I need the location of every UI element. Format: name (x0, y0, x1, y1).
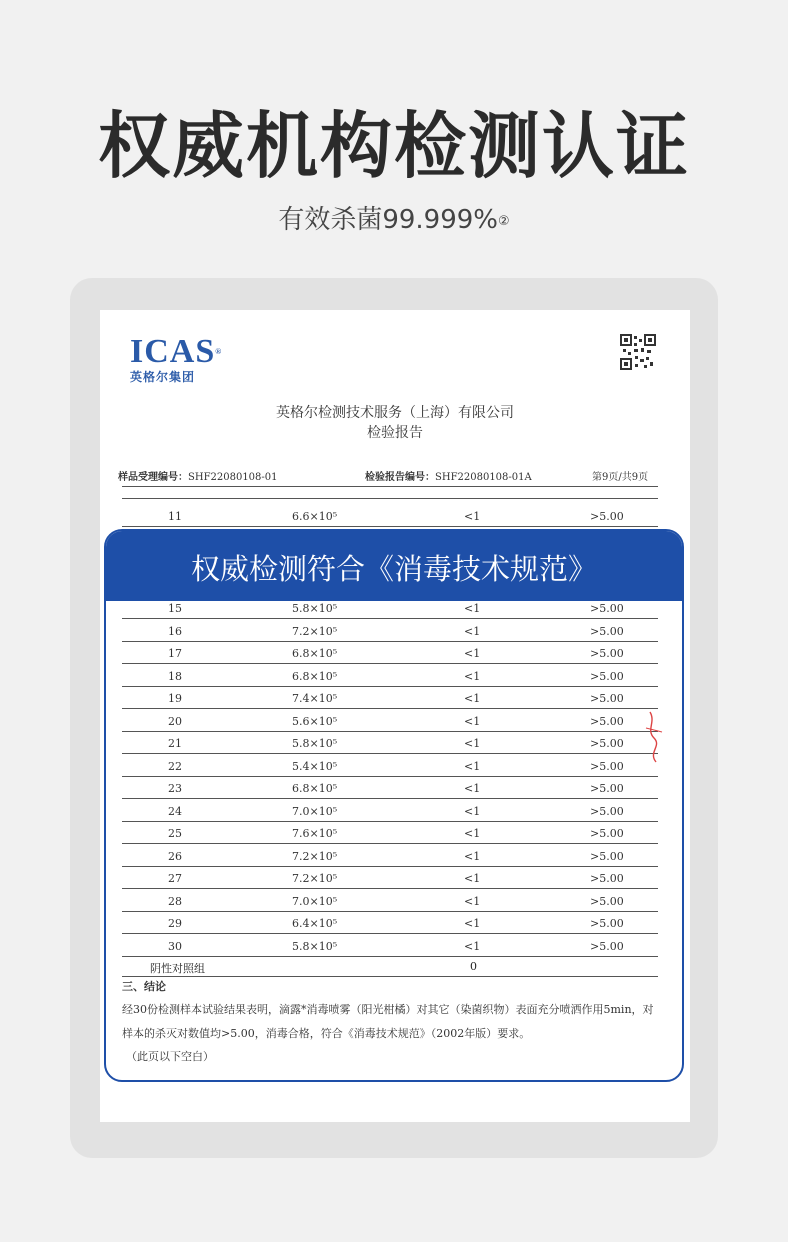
kill-log-cell: >5.00 (590, 894, 624, 908)
page-title: 权威机构检测认证 (97, 104, 690, 188)
table-header-rule (122, 498, 658, 499)
sample-no-cell: 23 (168, 782, 182, 795)
result-count-cell: <1 (464, 510, 481, 523)
kill-log-cell: >5.00 (590, 510, 624, 523)
bacteria-count-cell: 7.6×10⁵ (292, 827, 338, 840)
kill-log-cell: >5.00 (590, 917, 624, 930)
report-number-label: 检验报告编号： (365, 472, 435, 483)
sample-no-cell: 16 (168, 624, 182, 638)
result-count-cell: <1 (464, 602, 481, 615)
report-number-value: SHF22080108-01A (435, 472, 532, 483)
kill-log-cell: >5.00 (590, 737, 624, 750)
sample-no-cell: 22 (168, 759, 182, 773)
bacteria-count-cell: 5.8×10⁵ (292, 602, 338, 615)
result-count-cell: <1 (464, 872, 481, 885)
sample-no-cell: 25 (168, 827, 182, 840)
sample-number (118, 468, 278, 483)
result-count-cell: <1 (464, 804, 481, 818)
sample-no-cell: 29 (168, 917, 182, 930)
kill-log-cell: >5.00 (590, 782, 624, 795)
result-count-cell: <1 (464, 647, 481, 660)
bacteria-count-cell: 7.4×10⁵ (292, 692, 338, 705)
sample-no-cell: 17 (168, 647, 182, 660)
bacteria-count-cell: 6.8×10⁵ (292, 782, 338, 795)
result-count-cell: <1 (464, 849, 481, 863)
kill-log-cell: >5.00 (590, 714, 624, 728)
page-subtitle (0, 200, 788, 240)
kill-log-cell: >5.00 (590, 827, 624, 840)
result-count-cell: <1 (464, 939, 481, 953)
table-top-rule (122, 486, 658, 487)
result-count-cell: <1 (464, 737, 481, 750)
kill-log-cell: >5.00 (590, 939, 624, 953)
bacteria-count-cell: 6.8×10⁵ (292, 647, 338, 660)
registered-mark: ® (215, 347, 223, 356)
result-count-cell: <1 (464, 827, 481, 840)
kill-log-cell: >5.00 (590, 602, 624, 615)
logo-name: ICAS (130, 333, 216, 370)
logo-group: 英格尔集团 (130, 370, 196, 384)
sample-number-label: 样品受理编号： (118, 472, 188, 483)
kill-log-cell: >5.00 (590, 849, 624, 863)
sample-no-cell: 28 (168, 894, 182, 908)
bacteria-count-cell: 5.6×10⁵ (292, 714, 338, 728)
sample-no-cell: 24 (168, 804, 182, 818)
lab-company-name: 英格尔检测技术服务（上海）有限公司 (276, 405, 514, 421)
result-count-cell: <1 (464, 917, 481, 930)
kill-log-cell: >5.00 (590, 647, 624, 660)
kill-log-cell: >5.00 (590, 759, 624, 773)
sample-no-cell: 20 (168, 714, 182, 728)
kill-log-cell: >5.00 (590, 804, 624, 818)
kill-log-cell: >5.00 (590, 872, 624, 885)
bacteria-count-cell: 7.2×10⁵ (292, 872, 338, 885)
sample-number-value: SHF22080108-01 (188, 472, 278, 483)
footnote-mark: ② (498, 214, 510, 229)
qr-code-icon (620, 334, 656, 370)
sample-no-cell: 30 (168, 939, 182, 953)
result-count-cell: <1 (464, 782, 481, 795)
bacteria-count-cell: 5.4×10⁵ (292, 759, 338, 773)
highlight-frame (104, 529, 684, 1082)
negative-control-value: 0 (470, 960, 477, 973)
icas-logo (130, 334, 222, 385)
result-count-cell: <1 (464, 759, 481, 773)
result-count-cell: <1 (464, 669, 481, 683)
bacteria-count-cell: 7.0×10⁵ (292, 894, 338, 908)
page-number: 第9页/共9页 (592, 472, 649, 483)
sample-no-cell: 21 (168, 737, 182, 750)
sample-no-cell: 18 (168, 669, 182, 683)
bacteria-count-cell: 7.2×10⁵ (292, 624, 338, 638)
kill-log-cell: >5.00 (590, 669, 624, 683)
sample-no-cell: 15 (168, 602, 182, 615)
result-count-cell: <1 (464, 692, 481, 705)
compliance-banner: 权威检测符合《消毒技术规范》 (106, 531, 682, 601)
bacteria-count-cell: 7.2×10⁵ (292, 849, 338, 863)
subtitle-text: 有效杀菌99.999% (278, 205, 499, 235)
conclusion-title: 三、结论 (122, 980, 166, 993)
result-count-cell: <1 (464, 714, 481, 728)
result-count-cell: <1 (464, 624, 481, 638)
sample-no-cell: 19 (168, 692, 182, 705)
kill-log-cell: >5.00 (590, 624, 624, 638)
bacteria-count-cell: 6.8×10⁵ (292, 669, 338, 683)
bacteria-count-cell: 7.0×10⁵ (292, 804, 338, 818)
report-type: 检验报告 (367, 425, 423, 441)
bacteria-count-cell: 6.6×10⁵ (292, 510, 338, 523)
bacteria-count-cell: 5.8×10⁵ (292, 737, 338, 750)
blank-note: （此页以下空白） (126, 1050, 214, 1063)
result-count-cell: <1 (464, 894, 481, 908)
kill-log-cell: >5.00 (590, 692, 624, 705)
sample-no-cell: 11 (168, 510, 182, 523)
bacteria-count-cell: 6.4×10⁵ (292, 917, 338, 930)
sample-no-cell: 27 (168, 872, 182, 885)
table-row (122, 504, 658, 527)
sample-no-cell: 26 (168, 849, 182, 863)
bacteria-count-cell: 5.8×10⁵ (292, 939, 338, 953)
conclusion-text: 经30份检测样本试验结果表明，滴露*消毒喷雾（阳光柑橘）对其它（染菌织物）表面充分喷洒作用5min，对样本的杀灭对数值均>5.00，消毒合格，符合《消毒技术规范》（2002年版）要求。 (122, 1003, 654, 1040)
negative-control-label: 阴性对照组 (150, 962, 205, 975)
report-number (365, 468, 532, 483)
